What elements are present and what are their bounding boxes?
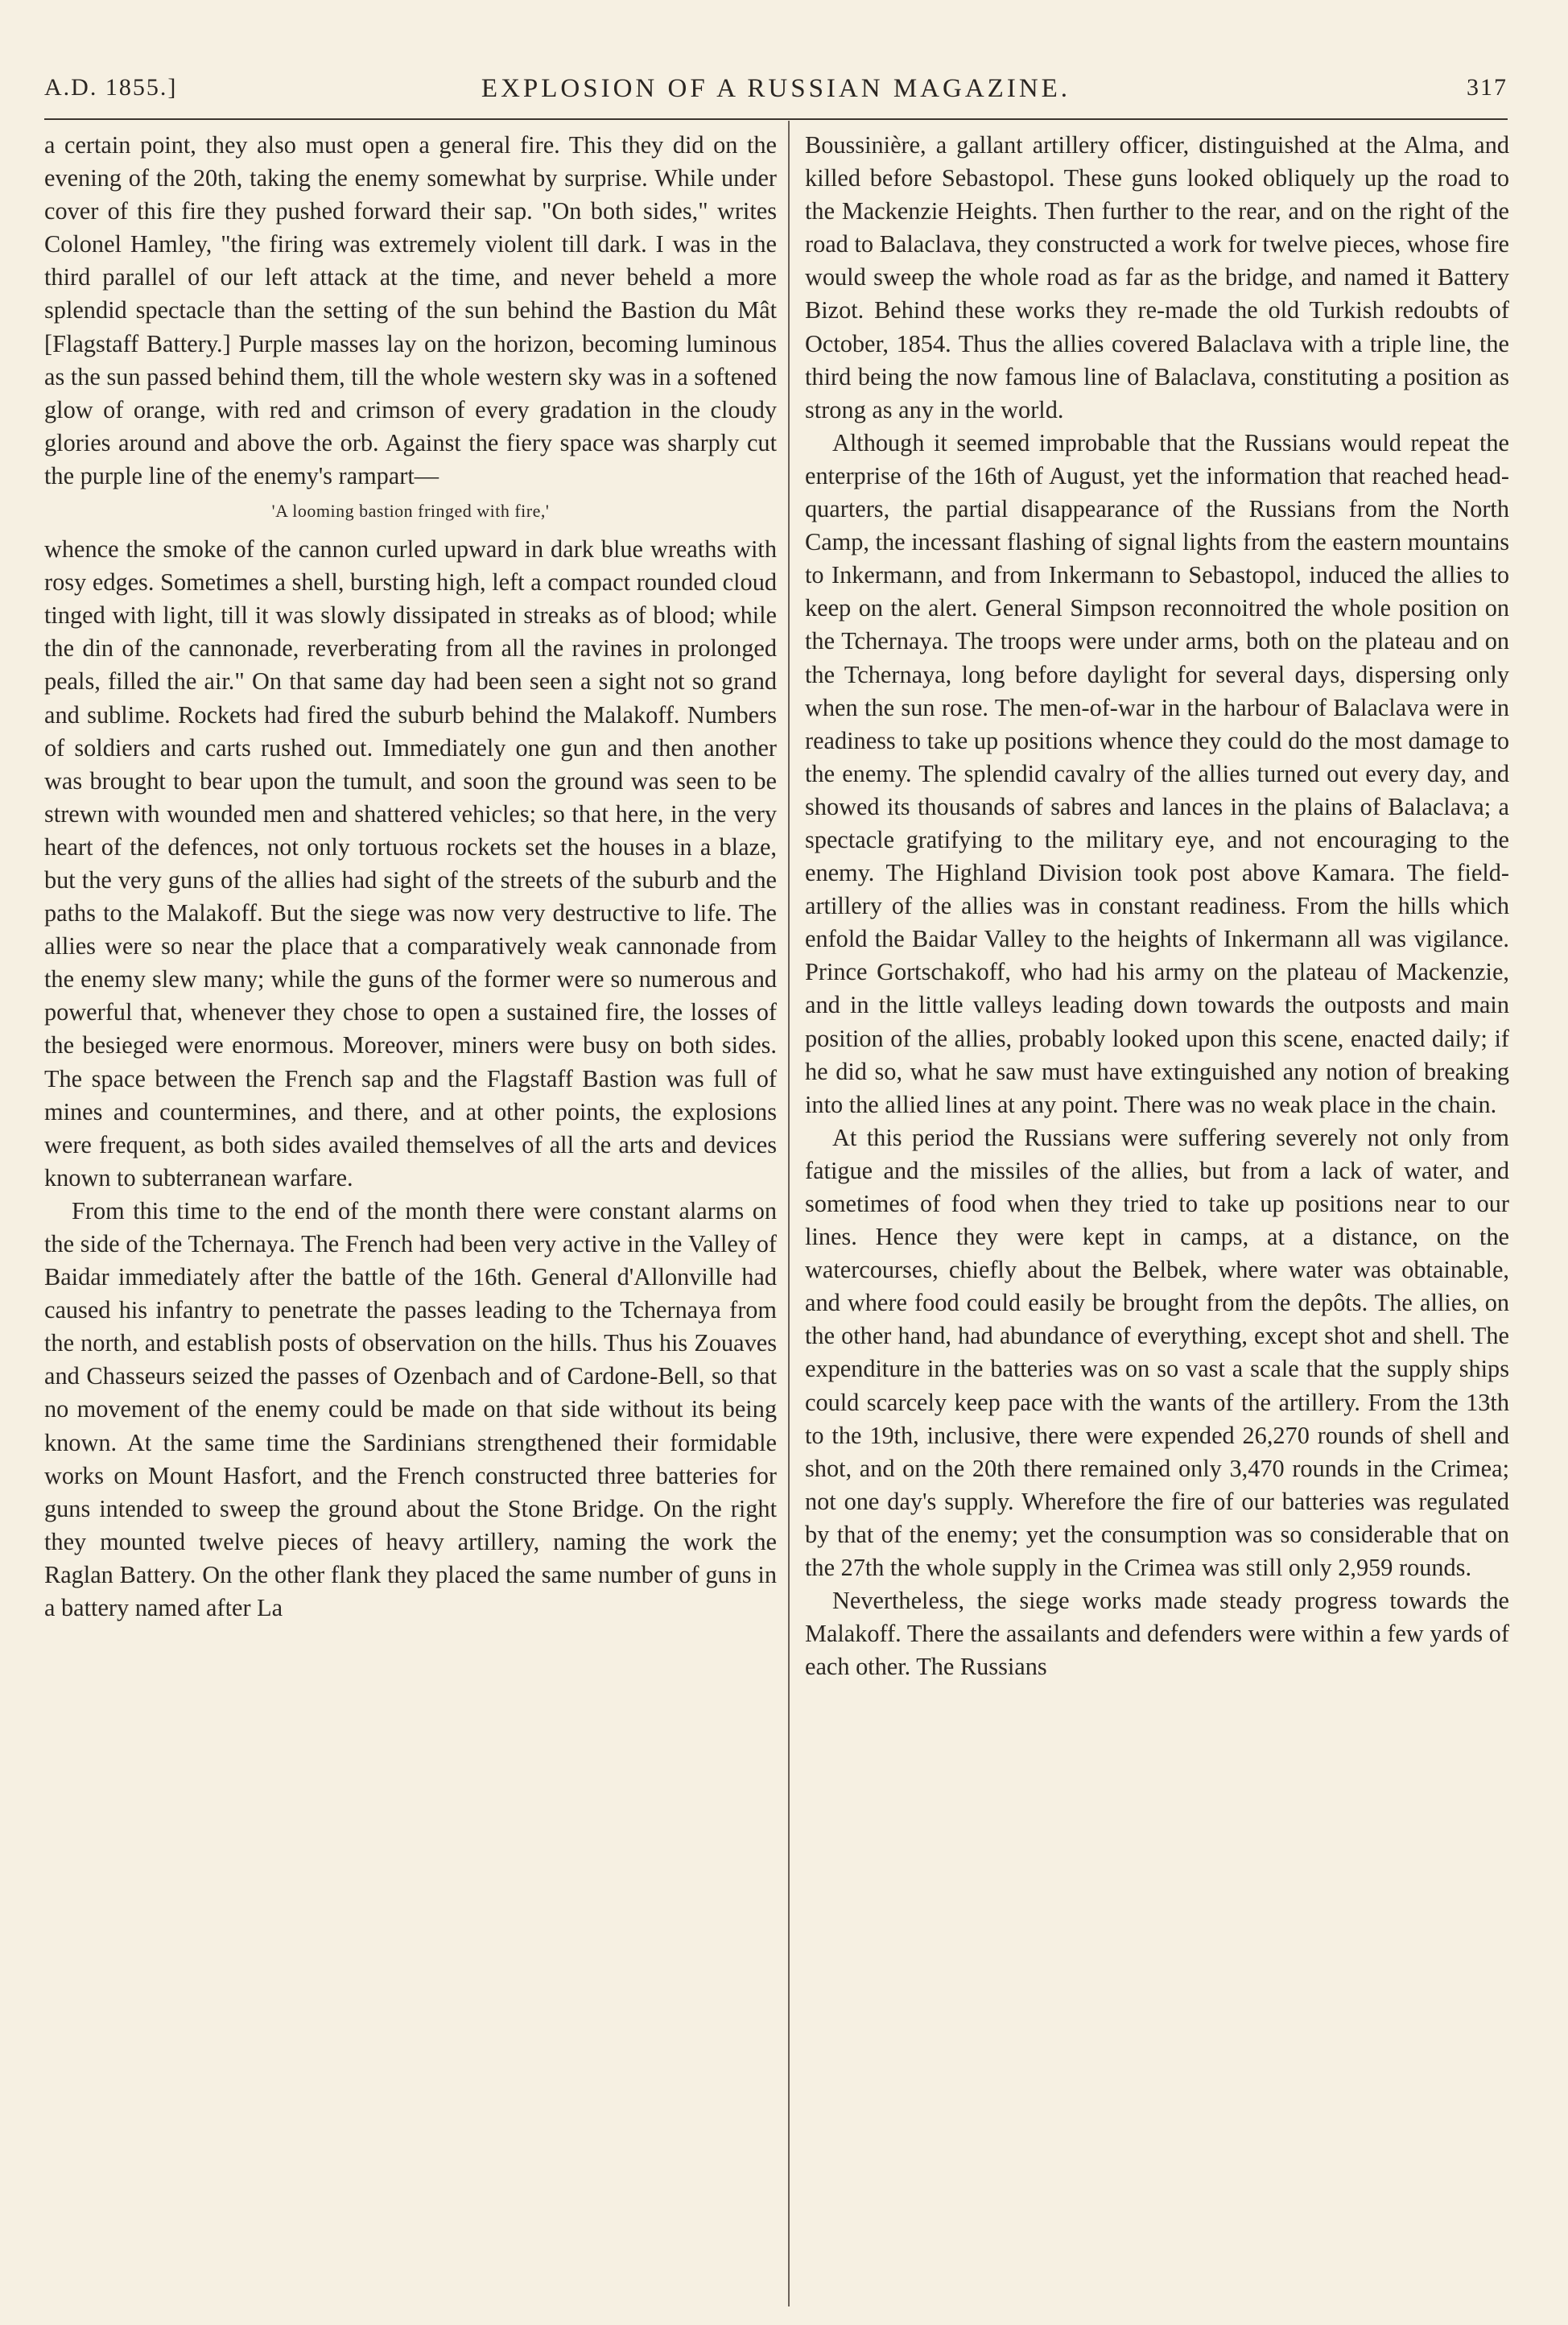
header-rule: [44, 118, 1508, 120]
paragraph-right-3: At this period the Russians were suffering severely not only from fatigue and the missiles of the allies, but from a lack of water, and sometimes of food when they tried to take up positions near to our lines. Hence they were kept in camps, at a distance, on the watercourses, chiefly about the Belbek, where water was obtainable, and where food could easily be brought from the depôts. The allies, on the other hand, had abundance of everything, except shot and shell. The expenditure in the batteries was on so vast a scale that the supply ships could scarcely keep pace with the wants of the artillery. From the 13th to the 19th, inclusive, there were expended 26,270 rounds of shell and shot, and on the 20th there remained only 3,470 rounds in the Crimea; not one day's supply. Wherefore the fire of our batteries was regulated by that of the enemy; yet the consumption was so considerable that on the 27th the whole supply in the Crimea was still only 2,959 rounds.: [805, 1123, 1509, 1582]
paragraph-left-1: a certain point, they also must open a general fire. This they did on the evening of the 20th, taking the enemy somewhat by surprise. While under cover of this fire they pushed forward their sap. "On both sides," writes Colonel Hamley, "the firing was extremely violent till dark. I was in the third parallel of our left attack at the time, and never beheld a more splendid spectacle than the setting of the sun behind the Bastion du Mât [Flagstaff Battery.] Purple masses lay on the horizon, becoming luminous as the sun passed behind them, till the whole western sky was in a softened glow of orange, with red and crimson of every gradation in the cloudy glories around and above the orb. Against the fiery space was sharply cut the purple line of the enemy's rampart—: [44, 131, 777, 489]
paragraph-right-1: Boussinière, a gallant artillery officer, distinguished at the Alma, and killed before Sebastopol. These guns looked obliquely up the road to the Mackenzie Heights. Then further to the rear, and on the right of the road to Balaclava, they constructed a work for twelve pieces, whose fire would sweep the whole road as far as the bridge, and named it Battery Bizot. Behind these works they re-made the old Turkish redoubts of October, 1854. Thus the allies covered Balaclava with a triple line, the third being the now famous line of Balaclava, constituting a position as strong as any in the world.: [805, 131, 1509, 423]
quoted-verse: 'A looming bastion fringed with fire,': [271, 501, 550, 522]
paragraph-right-2: Although it seemed improbable that the Russians would repeat the enterprise of the 16th of August, yet the information that reached head-quarters, the partial disappearance of the Russians from the North Camp, the incessant flashing of signal lights from the eastern mountains to Inkermann, and from Inkermann to Sebastopol, induced the allies to keep on the alert. General Simpson reconnoitred the whole position on the Tchernaya. The troops were under arms, both on the plateau and on the Tchernaya, long before daylight for several days, dispersing only when the sun rose. The men-of-war in the harbour of Balaclava were in readiness to take up positions whence they could do the most damage to the enemy. The splendid cavalry of the allies turned out every day, and showed its thousands of sabres and lances in the plains of Balaclava; a spectacle gratifying to the military eye, and not encouraging to the enemy. The Highland Division took post above Kamara. The field-artillery of the allies was in constant readiness. From the hills which enfold the Baidar Valley to the heights of Inkermann all was vigilance. Prince Gortschakoff, who had his army on the plateau of Mackenzie, and in the little valleys leading down towards the outposts and main position of the allies, probably looked upon this scene, enacted daily; if he did so, what he saw must have extinguished any notion of breaking into the allied lines at any point. There was no weak place in the chain.: [805, 428, 1509, 1118]
left-column: [44, 129, 777, 2315]
right-column: [805, 129, 1509, 2315]
page-number: 317: [1467, 74, 1508, 101]
column-divider: [788, 121, 790, 2306]
paragraph-left-3: From this time to the end of the month there were constant alarms on the side of the Tchernaya. The French had been very active in the Valley of Baidar immediately after the battle of the 16th. General d'Allonville had caused his infantry to penetrate the passes leading to the Tchernaya from the north, and establish posts of observation on the hills. Thus his Zouaves and Chasseurs seized the passes of Ozenbach and of Cardone-Bell, so that no movement of the enemy could be made on that side without its being known. At the same time the Sardinians strengthened their formidable works on Mount Hasfort, and the French constructed three batteries for guns intended to sweep the ground about the Stone Bridge. On the right they mounted twelve pieces of heavy artillery, naming the work the Raglan Battery. On the other flank they placed the same number of guns in a battery named after La: [44, 1196, 777, 1622]
running-header: [44, 74, 1508, 111]
header-date: A.D. 1855.]: [44, 74, 178, 101]
paragraph-left-2: whence the smoke of the cannon curled upward in dark blue wreaths with rosy edges. Sometimes a shell, bursting high, left a compact rounded cloud tinged with light, till it was slowly dissipated in streaks as of blood; while the din of the cannonade, reverberating from all the ravines in prolonged peals, filled the air." On that same day had been seen a sight not so grand and sublime. Rockets had fired the suburb behind the Malakoff. Numbers of soldiers and carts rushed out. Immediately one gun and then another was brought to bear upon the tumult, and soon the ground was seen to be strewn with wounded men and shattered vehicles; so that here, in the very heart of the defences, not only tortuous rockets set the houses in a blaze, but the very guns of the allies had sight of the streets of the suburb and the paths to the Malakoff. But the siege was now very destructive to life. The allies were so near the place that a comparatively weak cannonade from the enemy slew many; while the guns of the former were so numerous and powerful that, whenever they chose to open a sustained fire, the losses of the besieged were enormous. Moreover, miners were busy on both sides. The space between the French sap and the Flagstaff Bastion was full of mines and countermines, and there, and at other points, the explosions were frequent, as both sides availed themselves of all the arts and devices known to subterranean warfare.: [44, 535, 777, 1191]
paragraph-right-4: Nevertheless, the siege works made steady progress towards the Malakoff. There the assailants and defenders were within a few yards of each other. The Russians: [805, 1587, 1509, 1681]
header-title: EXPLOSION OF A RUSSIAN MAGAZINE.: [481, 74, 1071, 103]
